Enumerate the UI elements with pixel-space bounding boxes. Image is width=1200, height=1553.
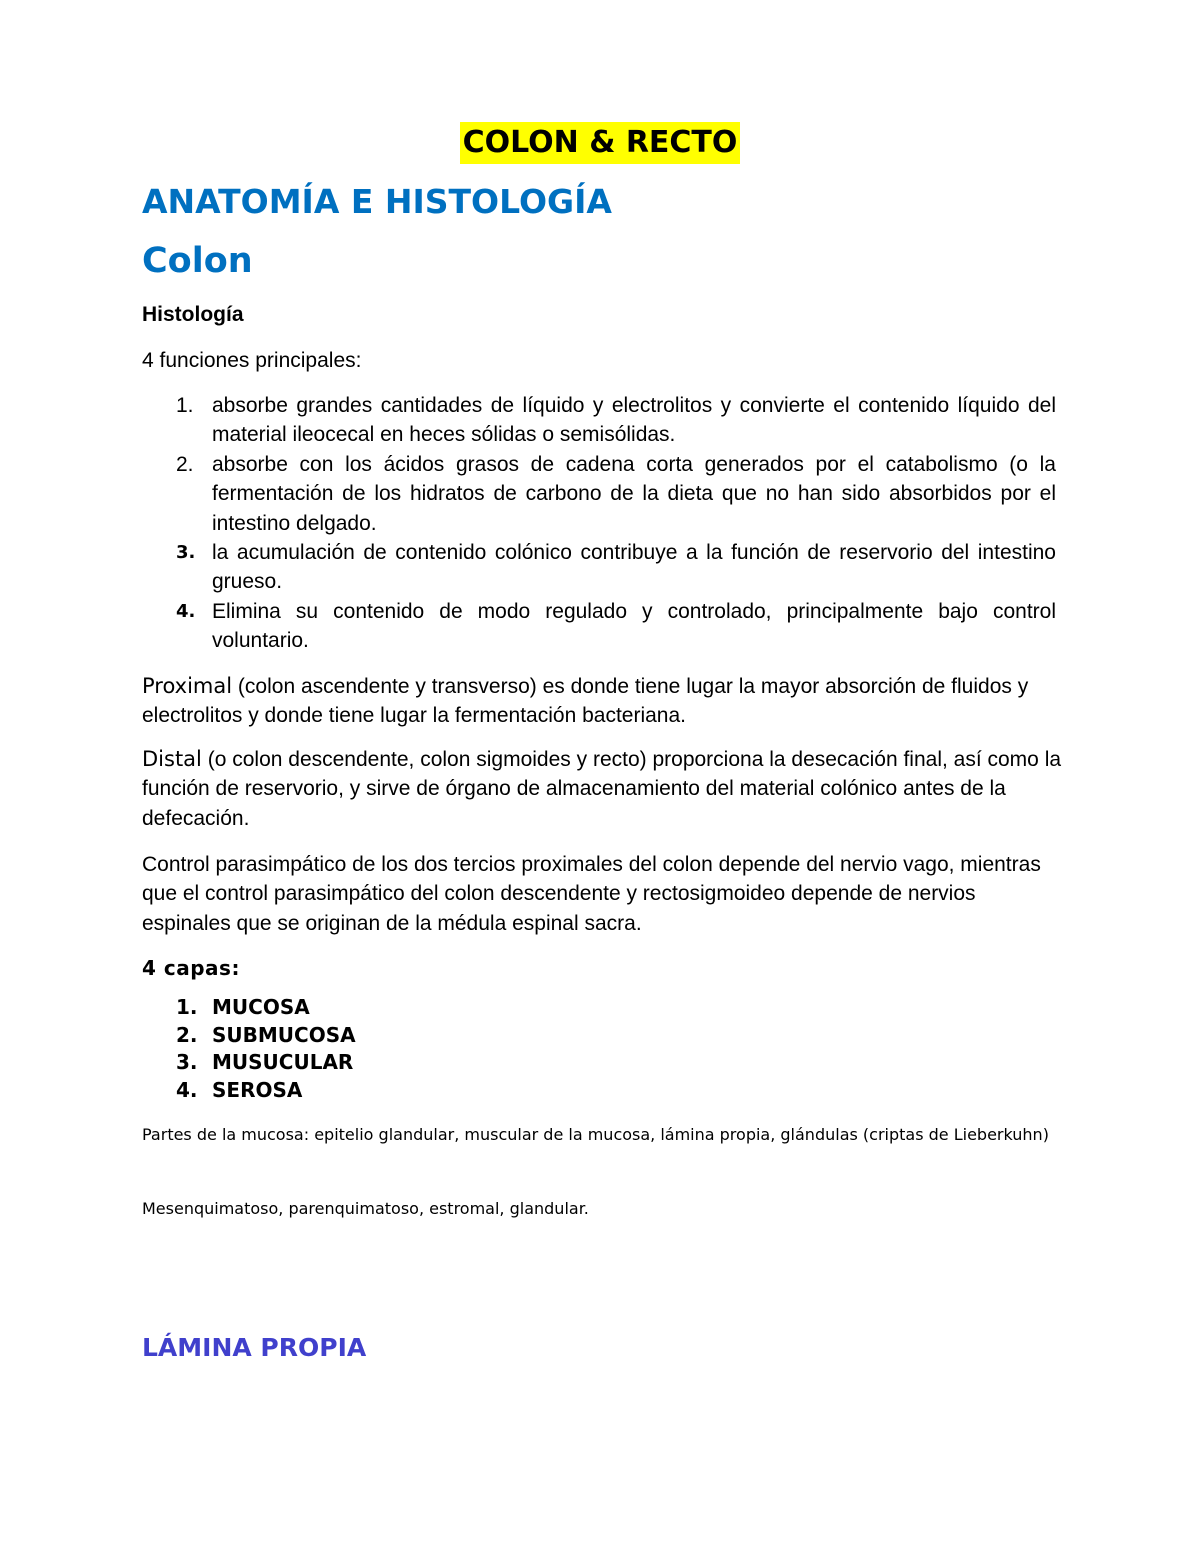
list-item <box>142 538 1056 597</box>
list-item-text: MUSUCULAR <box>212 1050 354 1074</box>
list-item-text: SEROSA <box>212 1077 303 1102</box>
mucosa-parts-paragraph: Partes de la mucosa: epitelio glandular, muscular de la mucosa, lámina propia, glándulas (criptas de Lieberkuhn) <box>142 1125 1049 1144</box>
heading-colon: Colon <box>142 241 253 281</box>
title-container <box>0 122 1200 164</box>
list-item-number: 1. <box>176 995 198 1019</box>
list-item <box>142 1049 356 1077</box>
proximal-lead: Proximal <box>142 674 233 698</box>
proximal-text: (colon ascendente y transverso) es donde tiene lugar la mayor absorción de fluidos y electrolitos y donde tiene lugar la fermentación bacteriana. <box>142 675 1029 728</box>
list-item-number: 3. <box>176 542 196 564</box>
list-item <box>142 1022 356 1050</box>
list-item-number: 1. <box>176 394 194 417</box>
list-item-text: la acumulación de contenido colónico contribuye a la función de reservorio del intestino grueso. <box>212 541 1056 594</box>
layers-list <box>142 994 356 1104</box>
document-title: COLON & RECTO <box>460 122 741 164</box>
heading-histologia: Histología <box>142 303 244 326</box>
list-item-text: absorbe grandes cantidades de líquido y electrolitos y convierte el contenido líquido del material ileocecal en heces sólidas o semisólidas. <box>212 394 1056 447</box>
list-item-number: 4. <box>176 1077 198 1102</box>
list-item-text: absorbe con los ácidos grasos de cadena corta generados por el catabolismo (o la fermentación de los hidratos de carbono de la dieta que no han sido absorbidos por el intestino delgado. <box>212 452 1056 535</box>
distal-text: (o colon descendente, colon sigmoides y recto) proporciona la desecación final, así como la función de reservorio, y sirve de órgano de almacenamiento del material colónico antes de la defecación. <box>142 748 1062 830</box>
list-item <box>142 994 356 1022</box>
tissue-types-paragraph: Mesenquimatoso, parenquimatoso, estromal, glandular. <box>142 1199 589 1218</box>
heading-lamina-propia: LÁMINA PROPIA <box>142 1333 367 1362</box>
list-item-text: MUCOSA <box>212 995 310 1019</box>
list-item <box>142 1077 356 1105</box>
list-item <box>142 597 1056 656</box>
list-item <box>142 450 1056 538</box>
list-item-number: 4. <box>176 600 196 622</box>
heading-anatomia-histologia: ANATOMÍA E HISTOLOGÍA <box>142 182 612 221</box>
list-item-number: 3. <box>176 1050 198 1074</box>
capas-label: 4 capas: <box>142 956 240 980</box>
list-item <box>142 391 1056 450</box>
list-item-number: 2. <box>176 1022 198 1047</box>
proximal-paragraph <box>142 672 1062 731</box>
distal-paragraph <box>142 745 1062 833</box>
functions-list <box>142 391 1056 656</box>
distal-lead: Distal <box>142 747 202 771</box>
list-item-text: Elimina su contenido de modo regulado y controlado, principalmente bajo control voluntario. <box>212 599 1056 653</box>
control-paragraph: Control parasimpático de los dos tercios proximales del colon depende del nervio vago, mientras que el control parasimpático del colon descendente y rectosigmoideo depende de nervios espinales que se originan de la médula espinal sacra. <box>142 853 1041 935</box>
list-item-number: 2. <box>176 452 194 476</box>
list-item-text: SUBMUCOSA <box>212 1022 356 1047</box>
functions-intro: 4 funciones principales: <box>142 349 362 372</box>
